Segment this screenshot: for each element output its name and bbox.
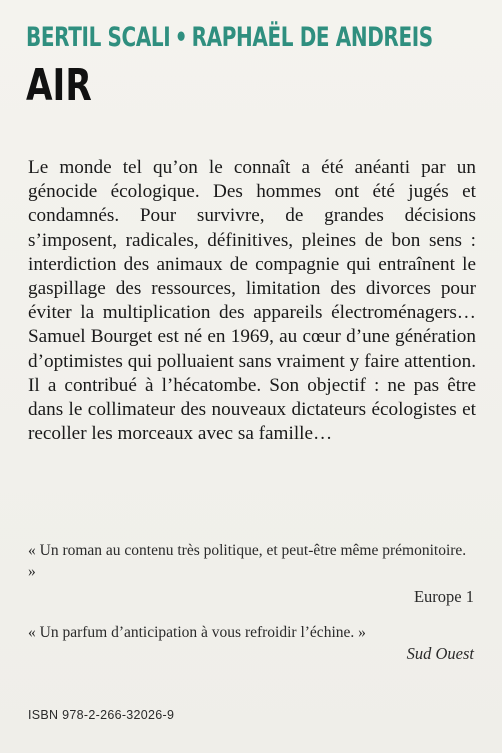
synopsis-text: Le monde tel qu’on le connaît a été anéanti par un génocide écologique. Des hommes ont été jugés et condamnés. Pour survivre, de grandes décisions s’imposent, radicales, définitives, pleines de bon sens : interdiction des animaux de compagnie qui entraînent le gaspillage des ressources, limitation des divorces pour éviter la multiplication des appareils électroménagers… Samuel Bourget est né en 1969, au cœur d’une génération d’optimistes qui polluaient sans vraiment y faire attention. Il a contribué à l’hécatombe. Son objectif : ne pas être dans le collimateur des nouveaux dictateurs écologistes et recoller les morceaux avec sa famille… bbox=[28, 157, 476, 445]
press-quote-sud-ouest bbox=[28, 622, 474, 664]
book-title: AIR bbox=[26, 60, 92, 111]
author-bertil-scali: BERTIL SCALI bbox=[26, 22, 171, 53]
authors-line bbox=[26, 22, 433, 53]
quote-source: Europe 1 bbox=[413, 587, 474, 606]
author-raphael-de-andreis: RAPHAËL DE ANDREIS bbox=[191, 22, 433, 53]
press-quote-europe1 bbox=[28, 540, 474, 607]
quote-text: « Un parfum d’anticipation à vous refroidir l’échine. » bbox=[28, 624, 366, 641]
author-separator: • bbox=[174, 22, 188, 53]
quote-source: Sud Ouest bbox=[406, 644, 474, 663]
isbn-number: ISBN 978-2-266-32026-9 bbox=[28, 708, 175, 722]
quote-text: « Un roman au contenu très politique, et peut-être même prémonitoire. » bbox=[28, 542, 467, 580]
